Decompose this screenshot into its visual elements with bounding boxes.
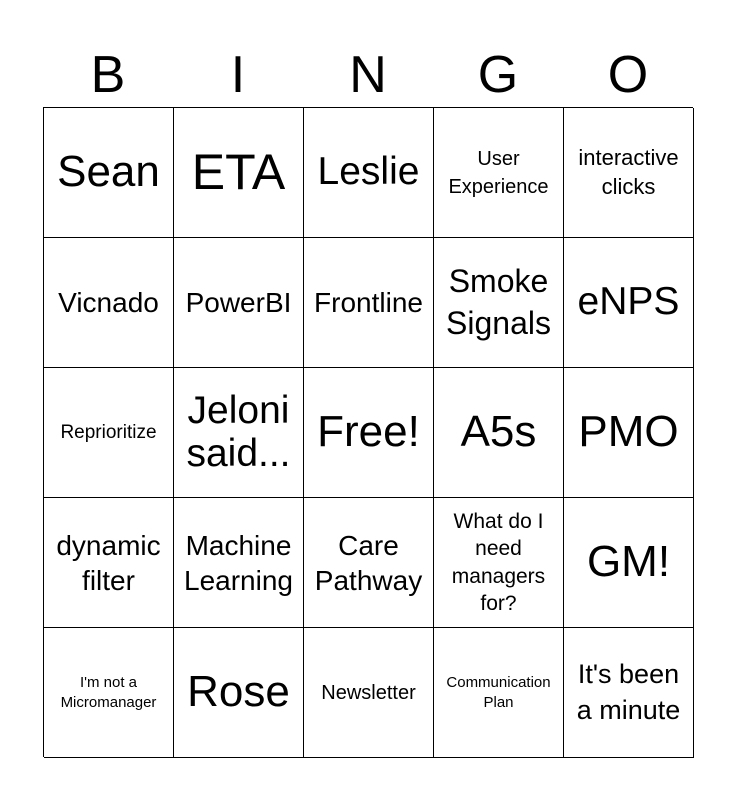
cell-label: Newsletter — [321, 681, 416, 704]
bingo-header — [43, 44, 693, 106]
cell-label: Reprioritize — [60, 421, 157, 443]
cell-label: It's been a minute — [576, 658, 681, 725]
cell-label: ETA — [191, 144, 286, 200]
bingo-cell[interactable] — [304, 108, 434, 238]
cell-label: Care Pathway — [314, 529, 423, 596]
cell-label: interactive clicks — [578, 144, 679, 199]
bingo-cell[interactable] — [304, 628, 434, 758]
cell-label: PowerBI — [185, 287, 292, 318]
cell-label: Machine Learning — [184, 529, 293, 596]
header-letter-b: B — [90, 46, 126, 104]
header-letter-n: N — [349, 46, 387, 104]
bingo-cell[interactable] — [174, 498, 304, 628]
header-letter-g: G — [477, 46, 519, 104]
bingo-board — [43, 107, 693, 757]
cell-label: What do I need managers for? — [451, 509, 546, 615]
bingo-cell[interactable] — [304, 498, 434, 628]
header-letter-o: O — [607, 46, 649, 104]
cell-label: Jeloni said... — [186, 388, 291, 475]
cell-label: I'm not a Micromanager — [60, 674, 157, 711]
bingo-cell[interactable] — [44, 368, 174, 498]
bingo-cell[interactable] — [564, 238, 694, 368]
bingo-cell[interactable] — [44, 498, 174, 628]
bingo-cell[interactable] — [44, 108, 174, 238]
cell-label: Vicnado — [58, 287, 159, 318]
bingo-cell[interactable] — [564, 368, 694, 498]
bingo-cell[interactable] — [434, 368, 564, 498]
bingo-cell[interactable] — [564, 498, 694, 628]
cell-label: eNPS — [577, 280, 680, 324]
bingo-cell[interactable] — [434, 628, 564, 758]
cell-label: dynamic filter — [56, 529, 161, 596]
cell-label: User Experience — [448, 147, 549, 198]
bingo-cell[interactable] — [44, 238, 174, 368]
cell-label: Frontline — [314, 287, 423, 318]
cell-label: Free! — [317, 407, 420, 457]
cell-label: A5s — [460, 407, 537, 457]
bingo-cell[interactable] — [434, 238, 564, 368]
bingo-cell[interactable] — [564, 628, 694, 758]
bingo-cell[interactable] — [304, 238, 434, 368]
free-space-cell[interactable] — [304, 368, 434, 498]
cell-label: Leslie — [317, 150, 420, 194]
cell-label: Rose — [187, 667, 290, 717]
bingo-cell[interactable] — [174, 628, 304, 758]
header-letter-i: I — [230, 46, 246, 104]
bingo-cell[interactable] — [174, 368, 304, 498]
bingo-cell[interactable] — [564, 108, 694, 238]
cell-label: Smoke Signals — [446, 262, 551, 341]
bingo-cell[interactable] — [174, 238, 304, 368]
cell-label: PMO — [578, 407, 679, 457]
cell-label: GM! — [586, 537, 671, 587]
bingo-cell[interactable] — [174, 108, 304, 238]
bingo-cell[interactable] — [44, 628, 174, 758]
cell-label: Sean — [57, 147, 160, 197]
bingo-cell[interactable] — [434, 498, 564, 628]
bingo-cell[interactable] — [434, 108, 564, 238]
cell-label: Communication Plan — [446, 674, 551, 711]
